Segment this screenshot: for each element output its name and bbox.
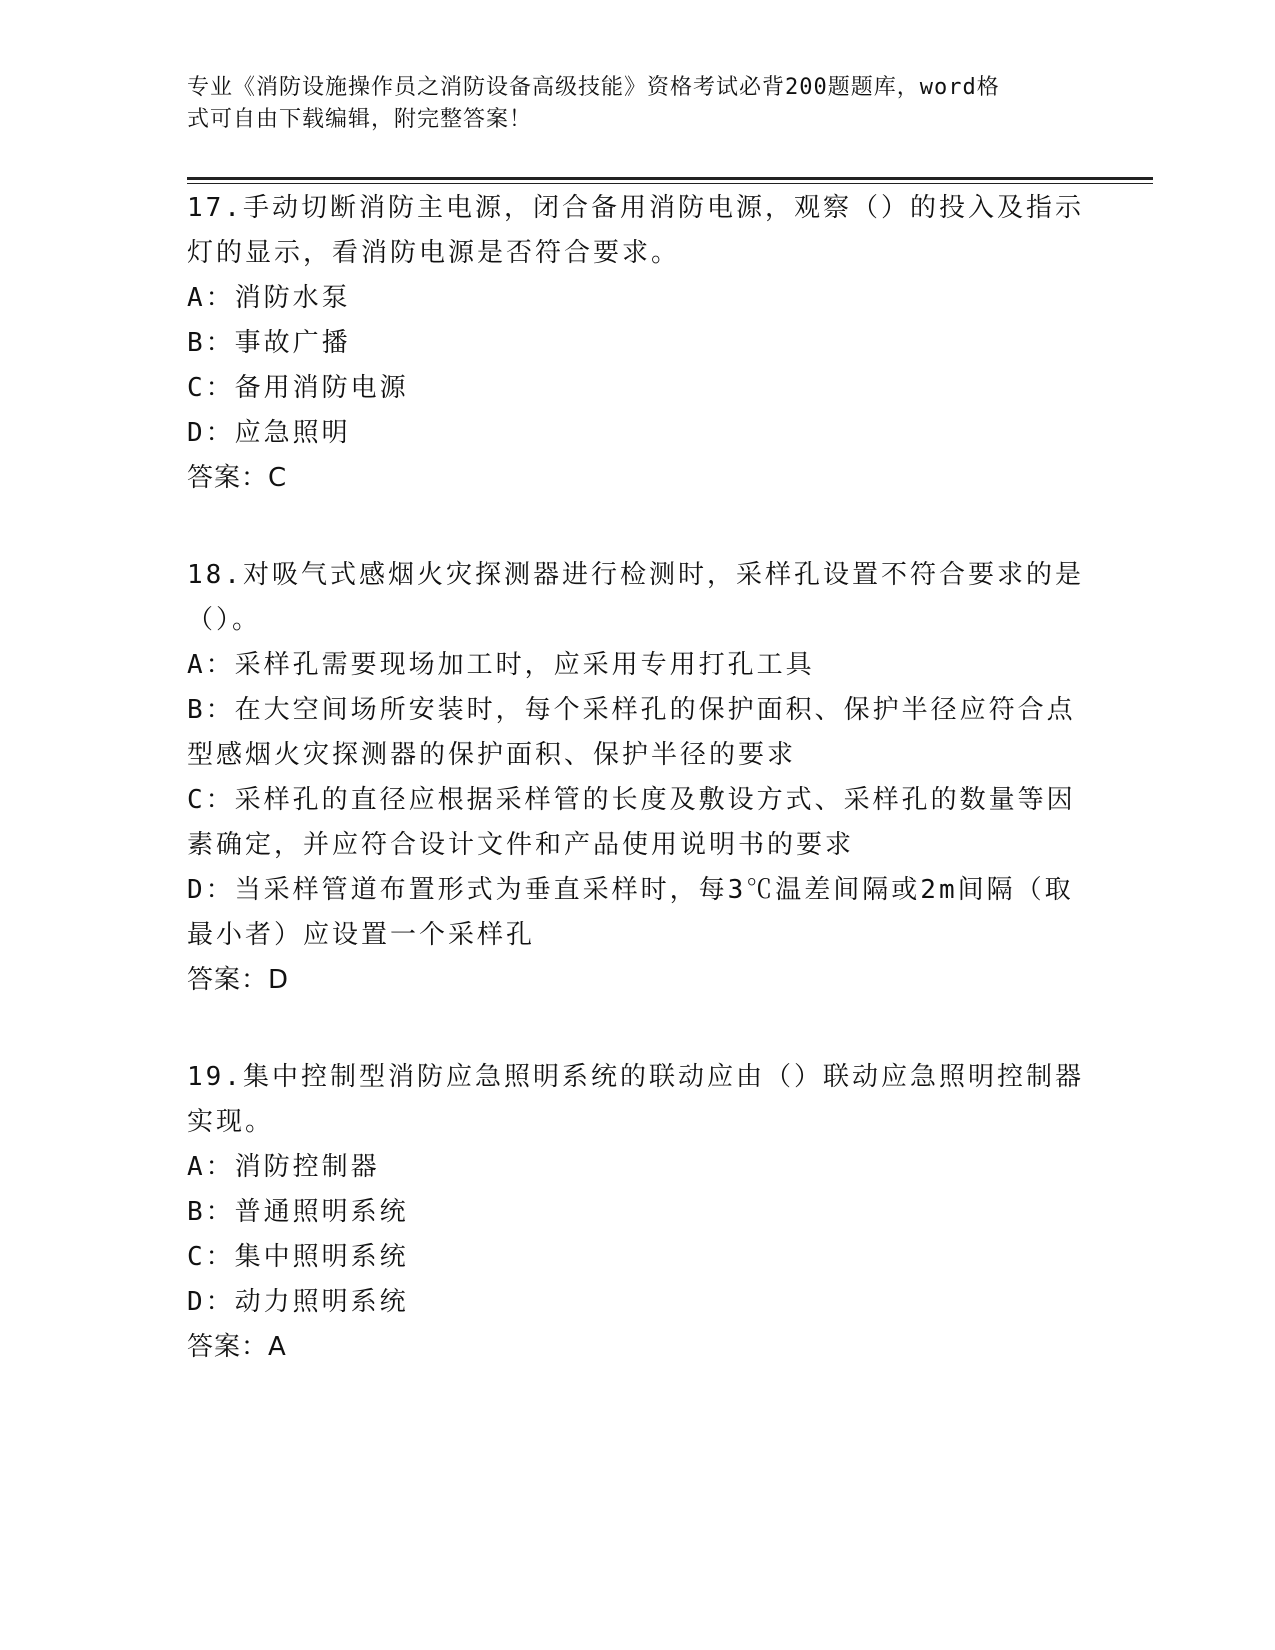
question-18 [187,553,1087,1003]
header-line-1: 专业《消防设施操作员之消防设备高级技能》资格考试必背200题题库，word格 [187,75,1000,100]
option-d: D：当采样管道布置形式为垂直采样时，每3℃温差间隔或2m间隔（取最小者）应设置一个采样孔 [187,875,1074,950]
answer: 答案：A [187,1332,287,1362]
option-a: A：消防水泵 [187,283,351,313]
option-d: D：动力照明系统 [187,1287,409,1317]
option-c: C：集中照明系统 [187,1242,409,1272]
option-b: B：事故广播 [187,328,351,358]
header-line-2: 式可自由下载编辑，附完整答案！ [187,107,533,132]
option-d: D：应急照明 [187,418,351,448]
answer: 答案：D [187,965,290,995]
question-stem: 17.手动切断消防主电源，闭合备用消防电源，观察（）的投入及指示灯的显示，看消防电源是否符合要求。 [187,193,1084,268]
option-a: A：采样孔需要现场加工时，应采用专用打孔工具 [187,650,815,680]
header-divider-thick [187,177,1153,180]
question-stem: 19.集中控制型消防应急照明系统的联动应由（）联动应急照明控制器实现。 [187,1062,1084,1137]
option-a: A：消防控制器 [187,1152,380,1182]
option-b: B：在大空间场所安装时，每个采样孔的保护面积、保护半径应符合点型感烟火灾探测器的保护面积、保护半径的要求 [187,695,1076,770]
option-c: C：采样孔的直径应根据采样管的长度及敷设方式、采样孔的数量等因素确定，并应符合设计文件和产品使用说明书的要求 [187,785,1076,860]
option-b: B：普通照明系统 [187,1197,409,1227]
question-17 [187,186,1087,501]
option-c: C：备用消防电源 [187,373,409,403]
question-list [187,186,1087,1422]
question-19 [187,1055,1087,1370]
header-divider-thin [187,183,1153,184]
document-header [187,72,1067,136]
answer: 答案：C [187,463,288,493]
question-stem: 18.对吸气式感烟火灾探测器进行检测时，采样孔设置不符合要求的是（）。 [187,560,1084,635]
